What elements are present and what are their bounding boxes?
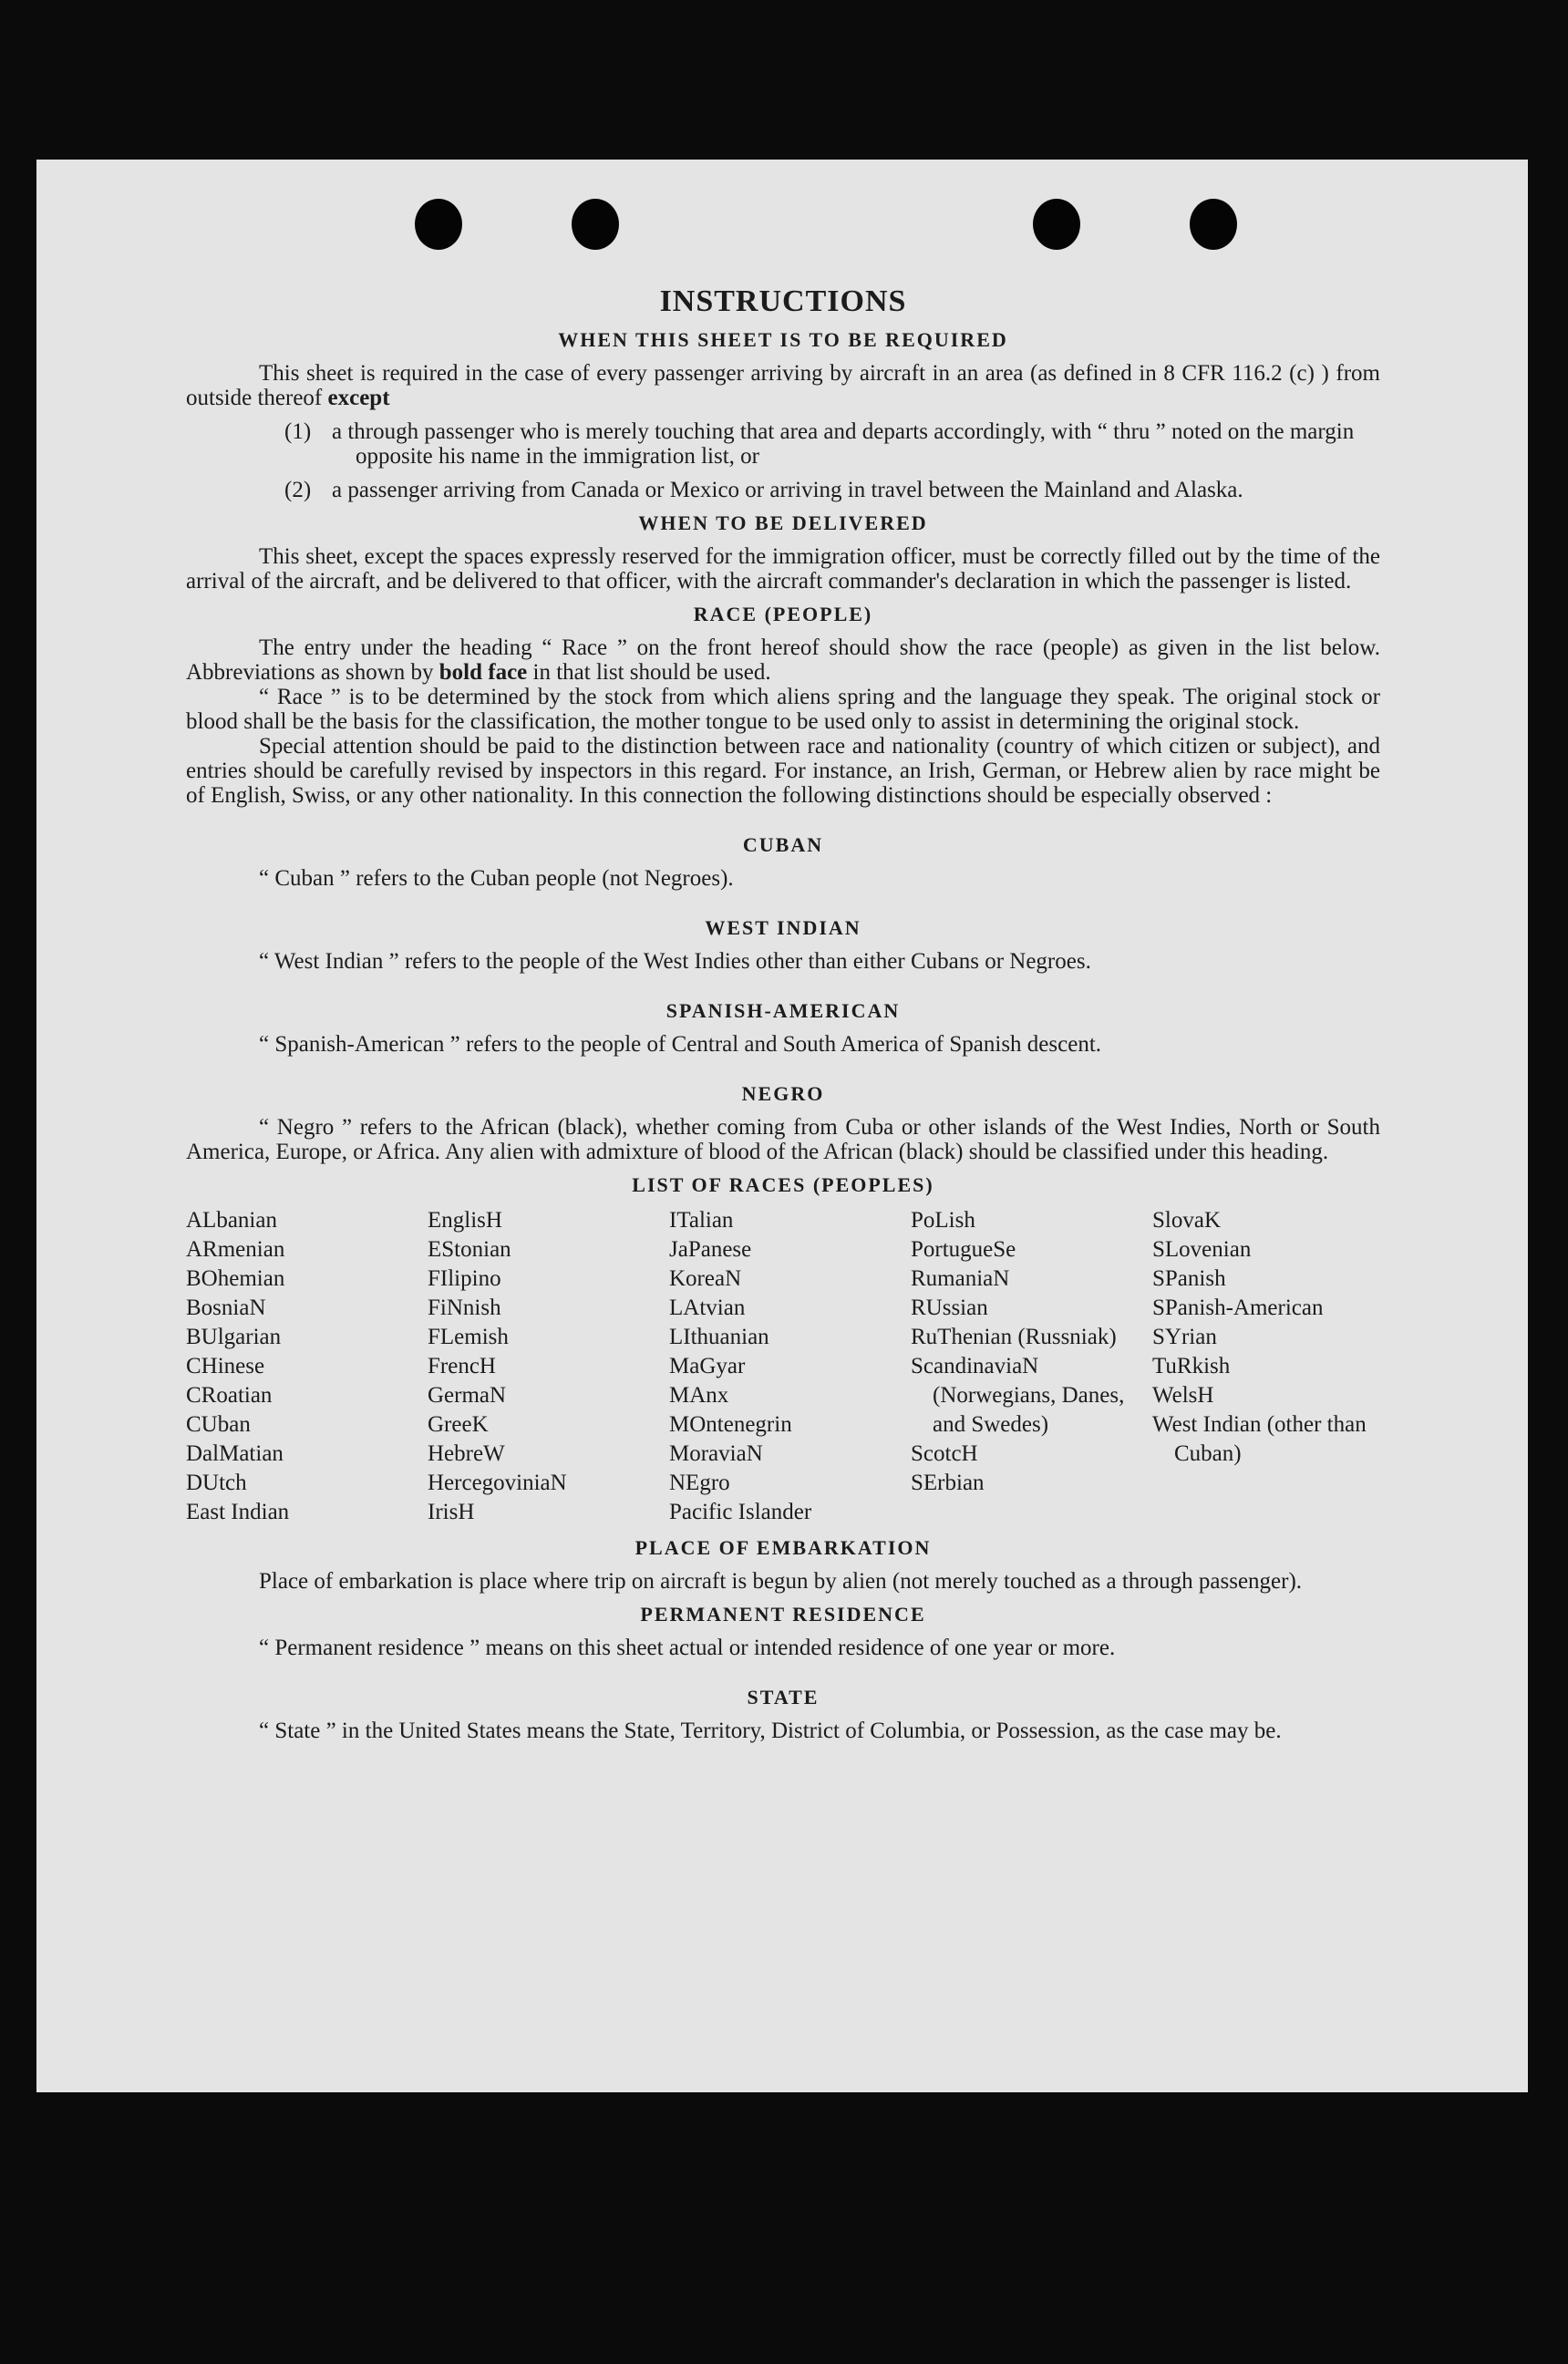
race-entry: KoreaN	[669, 1266, 742, 1291]
race-entry: MaGyar	[669, 1354, 746, 1378]
race-entry: IrisH	[428, 1500, 475, 1524]
race-entry: SYrian	[1152, 1325, 1217, 1349]
paragraph: “ Permanent residence ” means on this sheet actual or intended residence of one year or more.	[259, 1636, 1116, 1660]
race-entry: FLemish	[428, 1325, 509, 1349]
section-heading-when-delivered: WHEN TO BE DELIVERED	[638, 511, 928, 534]
paragraph: This sheet, except the spaces expressly reserved for the immigration officer, must be correctly filled out by the time of the arrival of the aircraft, and be delivered to that officer, with the aircraft commander's declaration in which the passenger is listed.	[186, 544, 1380, 594]
bold-text: bold face	[438, 660, 528, 685]
paragraph-text: in that list should be used.	[532, 660, 771, 685]
race-entry: RumaniaN	[911, 1266, 1010, 1291]
punch-hole	[572, 199, 619, 250]
races-column	[911, 1206, 1139, 1527]
race-entry: EnglisH	[428, 1208, 502, 1233]
section-heading-residence: PERMANENT RESIDENCE	[640, 1603, 926, 1626]
race-entry: GermaN	[428, 1383, 507, 1408]
section-heading-embarkation: PLACE OF EMBARKATION	[634, 1536, 932, 1559]
paragraph: “ Race ” is to be determined by the stock from which aliens spring and the language they speak. The original stock or blood shall be the basis for the classification, the mother tongue to be used only to assist in determining the original stock.	[186, 685, 1380, 734]
race-entry: East Indian	[186, 1500, 290, 1524]
race-entry: SErbian	[911, 1471, 985, 1495]
item-text: a through passenger who is merely touching that area and departs accordingly, with “ thru ” noted on the margin opposite his name in the immigration list, or	[332, 419, 1355, 469]
paragraph: “ Cuban ” refers to the Cuban people (not Negroes).	[259, 866, 734, 891]
list-item	[284, 419, 1380, 469]
races-column	[428, 1206, 655, 1527]
item-number: (1)	[284, 419, 312, 444]
section-heading-list-of-races: LIST OF RACES (PEOPLES)	[632, 1173, 934, 1196]
race-entry: FiNnish	[428, 1296, 501, 1320]
race-entry: SPanish-American	[1152, 1296, 1324, 1320]
race-entry: Pacific Islander	[669, 1500, 812, 1524]
item-number: (2)	[284, 478, 312, 502]
race-entry: FIlipino	[428, 1266, 501, 1291]
race-entry: ScandinaviaN (Norwegians, Danes, and Swedes)	[911, 1354, 1125, 1437]
section-heading-spanish-american: SPANISH-AMERICAN	[665, 999, 901, 1022]
race-entry: ARmenian	[186, 1237, 285, 1262]
race-entry: West Indian (other than Cuban)	[1152, 1412, 1367, 1466]
list-item	[284, 478, 1380, 502]
race-entry: LIthuanian	[669, 1325, 769, 1349]
punch-hole	[415, 199, 462, 250]
race-entry: BUlgarian	[186, 1325, 282, 1349]
race-entry: HebreW	[428, 1441, 505, 1466]
race-entry: RUssian	[911, 1296, 988, 1320]
race-entry: HercegoviniaN	[428, 1471, 567, 1495]
race-entry: EStonian	[428, 1237, 511, 1262]
races-column	[186, 1206, 414, 1527]
race-entry: SlovaK	[1152, 1208, 1221, 1233]
race-entry: MAnx	[669, 1383, 729, 1408]
section-heading-cuban: CUBAN	[742, 833, 824, 856]
race-entry: WelsH	[1152, 1383, 1214, 1408]
paragraph: Place of embarkation is place where trip on aircraft is begun by alien (not merely touched as a through passenger).	[259, 1569, 1303, 1594]
race-entry: CUban	[186, 1412, 251, 1437]
paragraph: “ Negro ” refers to the African (black), whether coming from Cuba or other islands of the West Indies, North or South America, Europe, or Africa. Any alien with admixture of blood of the African (black) should be classified under this heading.	[186, 1115, 1380, 1164]
race-entry: DalMatian	[186, 1441, 284, 1466]
document-content	[186, 274, 1380, 1743]
section-heading-negro: NEGRO	[741, 1082, 825, 1105]
race-entry: SLovenian	[1152, 1237, 1252, 1262]
race-entry: BOhemian	[186, 1266, 285, 1291]
race-entry: RuThenian (Russniak)	[911, 1325, 1117, 1349]
race-entry: MoraviaN	[669, 1441, 763, 1466]
race-entry: TuRkish	[1152, 1354, 1231, 1378]
race-entry: BosniaN	[186, 1296, 266, 1320]
item-text: a passenger arriving from Canada or Mexico or arriving in travel between the Mainland and Alaska.	[332, 478, 1243, 502]
page-title: INSTRUCTIONS	[659, 284, 907, 318]
races-list	[186, 1206, 1380, 1527]
paragraph: “ Spanish-American ” refers to the people of Central and South America of Spanish descent.	[259, 1032, 1102, 1057]
section-heading-state: STATE	[747, 1686, 820, 1708]
race-entry: NEgro	[669, 1471, 730, 1495]
paragraph-text: This sheet is required in the case of every passenger arriving by aircraft in an area (as defined in 8 CFR 116.2 (c) ) from outside thereof	[186, 361, 1380, 410]
paragraph: Special attention should be paid to the distinction between race and nationality (country of which citizen or subject), and entries should be carefully revised by inspectors in this regard. For instance, an Irish, German, or Hebrew alien by race might be of English, Swiss, or any other nationality. In this connection the following distinctions should be especially observed :	[186, 734, 1380, 808]
race-entry: CRoatian	[186, 1383, 273, 1408]
punch-hole	[1033, 199, 1080, 250]
races-column	[1152, 1206, 1380, 1527]
races-column	[669, 1206, 897, 1527]
section-heading-race: RACE (PEOPLE)	[693, 603, 873, 625]
race-entry: JaPanese	[669, 1237, 752, 1262]
race-entry: SPanish	[1152, 1266, 1226, 1291]
section-heading-west-indian: WEST INDIAN	[705, 916, 861, 939]
race-entry: ITalian	[669, 1208, 734, 1233]
race-entry: CHinese	[186, 1354, 265, 1378]
paragraph	[186, 635, 1380, 685]
bold-text: except	[327, 386, 390, 410]
race-entry: GreeK	[428, 1412, 489, 1437]
section-heading-when-required: WHEN THIS SHEET IS TO BE REQUIRED	[558, 328, 1008, 351]
race-entry: ScotcH	[911, 1441, 978, 1466]
paragraph	[186, 361, 1380, 410]
paragraph: “ West Indian ” refers to the people of the West Indies other than either Cubans or Negroes.	[259, 949, 1091, 974]
race-entry: LAtvian	[669, 1296, 746, 1320]
race-entry: ALbanian	[186, 1208, 277, 1233]
race-entry: MOntenegrin	[669, 1412, 792, 1437]
race-entry: DUtch	[186, 1471, 247, 1495]
race-entry: PoLish	[911, 1208, 975, 1233]
race-entry: FrencH	[428, 1354, 496, 1378]
punch-hole	[1190, 199, 1237, 250]
race-entry: PortugueSe	[911, 1237, 1016, 1262]
paragraph: “ State ” in the United States means the State, Territory, District of Columbia, or Possession, as the case may be.	[259, 1719, 1282, 1743]
paragraph-text: The entry under the heading “ Race ” on the front hereof should show the race (people) as given in the list below. Abbreviations as shown by	[186, 635, 1380, 685]
